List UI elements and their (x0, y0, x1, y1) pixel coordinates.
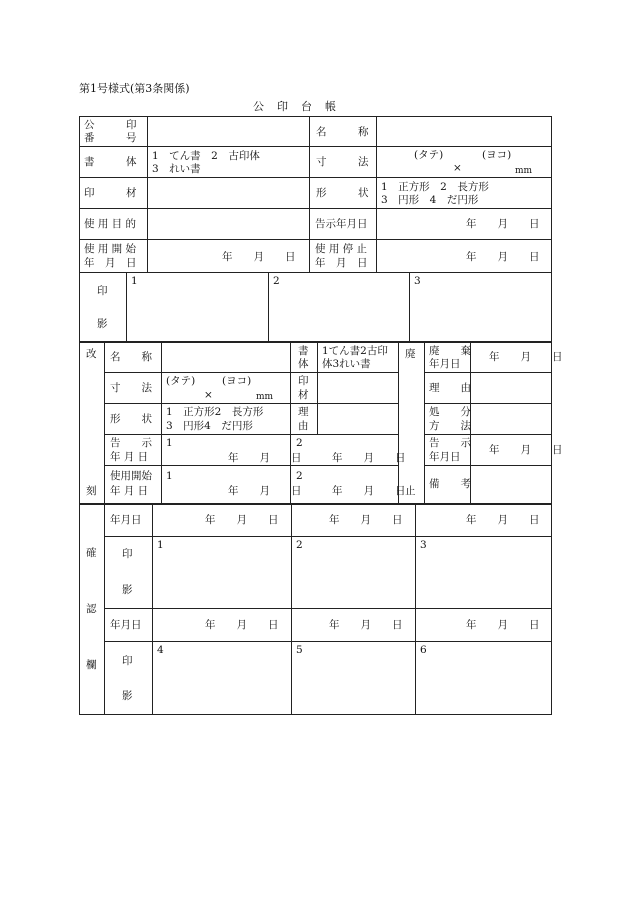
shape-options-1: 1 正方形 2 長方形 (381, 181, 489, 193)
revision-reason-label-bottom: 由 (298, 420, 309, 432)
revision-typeface-label-bottom: 体 (298, 358, 309, 370)
confirmation-seal-slot-5: 5 (296, 644, 303, 656)
revision-dimension-label: 寸 法 (110, 382, 152, 394)
dimension-times: × (453, 162, 462, 174)
use-start-date: 年 月 日 (222, 251, 296, 263)
revision-typeface-options-2: 体3れい書 (322, 358, 371, 370)
remarks-label: 備 考 (429, 478, 471, 490)
revision-typeface-label-top: 書 (298, 345, 309, 357)
revision-notice-slot-1: 1 (166, 437, 173, 449)
name-label: 名 称 (316, 126, 369, 138)
disposal-method-label-bottom: 方 法 (429, 420, 471, 432)
typeface-options-1: 1 てん書 2 古印体 (152, 150, 260, 162)
revision-notice-date-2: 年 月 日 (332, 452, 406, 464)
revision-dimension-height: (タテ) (166, 375, 196, 387)
dimension-height: (タテ) (414, 149, 444, 161)
revision-material-label-top: 印 (298, 375, 309, 387)
confirmation-seal-label-top-1: 印 (122, 548, 133, 560)
confirmation-side-3: 欄 (86, 659, 97, 671)
revision-typeface-options-1: 1てん書2古印 (322, 345, 388, 357)
confirmation-date-6: 年 月 日 (466, 619, 540, 631)
notice-date-value: 年 月 日 (466, 218, 540, 230)
page-title: 公 印 台 帳 (253, 100, 337, 113)
confirmation-date-label-2: 年月日 (110, 619, 142, 631)
revision-name-label: 名 称 (110, 351, 152, 363)
disposal-method-label-top: 処 分 (429, 406, 471, 418)
revision-start-slot-2: 2 (296, 470, 303, 482)
seal-number-label-top: 公 印 (84, 119, 137, 131)
confirmation-seal-label-bottom-2: 影 (122, 690, 133, 702)
abolition-notice-label-bottom: 年月日 (429, 451, 461, 463)
confirmation-seal-slot-6: 6 (420, 644, 427, 656)
revision-side-top: 改 (86, 348, 97, 360)
material-label: 印 材 (84, 187, 137, 199)
revision-notice-label-bottom: 年 月 日 (110, 451, 149, 463)
use-start-label-top: 使 用 開 始 (84, 243, 137, 255)
use-start-label-bottom: 年 月 日 (84, 257, 137, 269)
confirmation-date-3: 年 月 日 (466, 514, 540, 526)
purpose-label: 使 用 目 的 (84, 218, 137, 230)
revision-start-date-1: 年 月 日 (228, 485, 302, 497)
confirmation-seal-label-bottom-1: 影 (122, 584, 133, 596)
seal-impression-label-bottom: 影 (97, 318, 108, 330)
seal-slot-1: 1 (131, 275, 138, 287)
revision-start-date-2: 年 月 日 (332, 485, 406, 497)
confirmation-side-2: 認 (86, 603, 97, 615)
confirmation-seal-slot-3: 3 (420, 539, 427, 551)
revision-dimension-times: × (204, 389, 213, 401)
seal-slot-2: 2 (273, 275, 280, 287)
dimension-width: (ヨコ) (482, 149, 512, 161)
revision-notice-slot-2: 2 (296, 437, 303, 449)
confirmation-date-4: 年 月 日 (205, 619, 279, 631)
disposal-date-label-top: 廃 棄 (429, 345, 471, 357)
confirmation-seal-label-top-2: 印 (122, 655, 133, 667)
abolition-notice-date: 年 月 日 (489, 444, 563, 456)
revision-material-label-bottom: 材 (298, 389, 309, 401)
disposal-date-value: 年 月 日 (489, 351, 563, 363)
revision-start-slot-1: 1 (166, 470, 173, 482)
use-stop-label-top: 使 用 停 止 (315, 243, 368, 255)
revision-side-bottom: 刻 (86, 485, 97, 497)
revision-shape-options-2: 3 円形4 だ円形 (166, 420, 253, 432)
confirmation-date-label-1: 年月日 (110, 514, 142, 526)
abolition-side-top: 廃 (405, 348, 416, 360)
shape-options-2: 3 円形 4 だ円形 (381, 194, 479, 206)
confirmation-date-5: 年 月 日 (329, 619, 403, 631)
revision-shape-options-1: 1 正方形2 長方形 (166, 406, 264, 418)
form-number: 第1号様式(第3条関係) (79, 82, 190, 95)
revision-dimension-width: (ヨコ) (222, 375, 252, 387)
revision-start-label-top: 使用開始 (110, 470, 152, 482)
seal-impression-label-top: 印 (97, 285, 108, 297)
revision-start-label-bottom: 年 月 日 (110, 485, 149, 497)
dimension-unit: mm (515, 166, 533, 176)
revision-dimension-unit: mm (256, 392, 274, 402)
notice-date-label: 告示年月日 (315, 218, 368, 230)
revision-notice-label-top: 告 示 (110, 437, 152, 449)
use-stop-label-bottom: 年 月 日 (315, 257, 368, 269)
abolition-notice-label-top: 告 示 (429, 437, 471, 449)
confirmation-side-1: 確 (86, 547, 97, 559)
seal-slot-3: 3 (414, 275, 421, 287)
revision-shape-label: 形 状 (110, 413, 152, 425)
confirmation-date-1: 年 月 日 (205, 514, 279, 526)
typeface-label: 書 体 (84, 156, 137, 168)
confirmation-seal-slot-2: 2 (296, 539, 303, 551)
abolition-side-bottom: 止 (405, 485, 416, 497)
use-stop-date: 年 月 日 (466, 251, 540, 263)
confirmation-seal-slot-4: 4 (157, 644, 164, 656)
revision-notice-date-1: 年 月 日 (228, 452, 302, 464)
confirmation-seal-slot-1: 1 (157, 539, 164, 551)
abolition-reason-label: 理 由 (429, 382, 471, 394)
disposal-date-label-bottom: 年月日 (429, 358, 461, 370)
seal-number-label-bottom: 番 号 (84, 132, 137, 144)
dimension-label: 寸 法 (316, 156, 369, 168)
revision-reason-label-top: 理 (298, 406, 309, 418)
typeface-options-2: 3 れい書 (152, 163, 201, 175)
confirmation-date-2: 年 月 日 (329, 514, 403, 526)
shape-label: 形 状 (316, 187, 369, 199)
